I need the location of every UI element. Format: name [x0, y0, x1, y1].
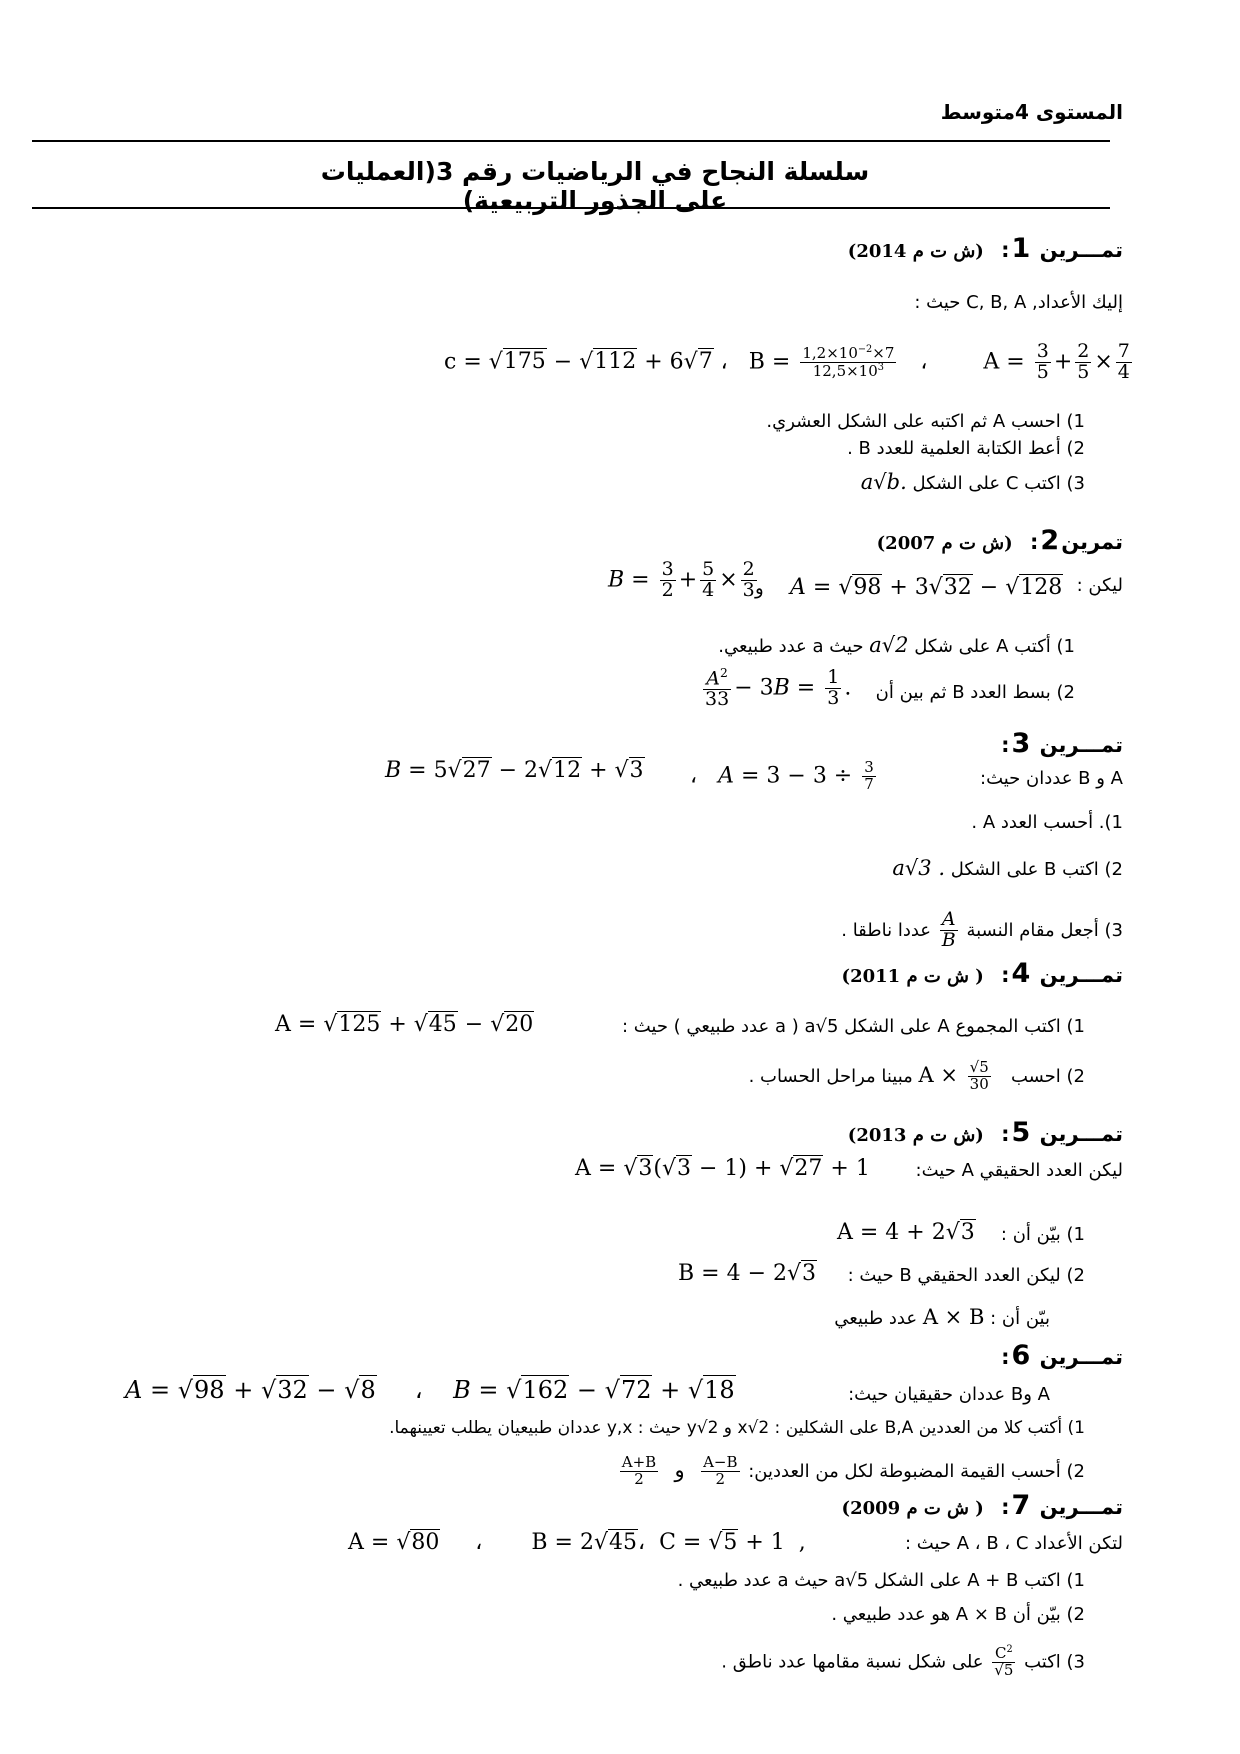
exercise-2-question-1: 1) أكتب A على شكل a√2 حيث a عدد طبيعي.: [718, 633, 1075, 657]
exercise-6-expression-A: A = √98 + √32 − √8 ، B = √162 − √72 + √18: [125, 1376, 735, 1404]
worksheet-title: سلسلة النجاح في الرياضيات رقم 3(العمليات على الجذور التربيعية): [320, 157, 870, 215]
exercise-3-expression-A: ، A = 3 − 3 ÷ $\frac{3}{7}$: [690, 758, 874, 793]
exercise-5-question-1: 1) بيّن أن :: [1000, 1224, 1085, 1245]
exercise-5-question-3: بيّن أن : A × B عدد طبيعي: [834, 1305, 1050, 1329]
exercise-3-question-1: 1). أحسب العدد A .: [971, 812, 1123, 833]
exercise-3-expression-B: B = 5√27 − 2√12 + √3: [385, 758, 644, 783]
exercise-3-question-2: 2) اكتب B على الشكل a√3 .: [892, 856, 1123, 880]
exercise-1-question-3: 3) اكتب C على الشكل a√b.: [860, 470, 1085, 494]
exercise-1-expressions: c = √175 − √112 + 6√7 ، B = $\frac{1,2\times 10^{-2}\times 7}{12,5\times 10^3}$ ، A = $\frac{3}{5}$ + $\frac{2}{5}$ × $\frac{7}{4}$: [444, 340, 1130, 383]
exercise-3-question-3: 3) أجعل مقام النسبة $\frac{A}{B}$ عددا ناطقا .: [841, 908, 1123, 951]
exercise-6-intro: A وB عددان حقيقيان حيث:: [848, 1384, 1050, 1405]
exercise-6-question-1: 1) أكتب كلا من العددين B,A على الشكلين : x√2 و y√2 حيث : y,x عددان طبيعيان يطلب تعيينهما.: [389, 1418, 1085, 1438]
exercise-2-expression-A: A = √98 + 3√32 − √128: [790, 575, 1063, 600]
top-divider: [32, 140, 1110, 142]
exercise-7-intro: لتكن الأعداد A ، B ، C حيث :: [905, 1533, 1123, 1554]
exercise-2-heading: تمرين2: (ش ت م 2007): [876, 525, 1123, 556]
exercise-2-and: و: [755, 578, 764, 599]
exercise-7-question-3: 3) اكتب $\frac{C^2}{√5}$ على شكل نسبة مقامها عدد ناطق .: [721, 1644, 1085, 1679]
exercise-7-expressions: A = √80 ، B = 2√45، C = √5 + 1 ,: [348, 1530, 806, 1555]
exercise-1-question-1: 1) احسب A ثم اكتبه على الشكل العشري.: [766, 411, 1085, 432]
exercise-2-question-2: 2) بسط العدد B ثم بين أن: [875, 682, 1075, 703]
exercise-7-question-1: 1) اكتب A + B على الشكل a√5 حيث a عدد طبيعي .: [677, 1570, 1085, 1591]
exercise-2-intro: ليكن :: [1076, 575, 1123, 596]
exercise-7-heading: تمـــرين 7: ( ش ت م 2009): [841, 1490, 1123, 1521]
exercise-6-question-2: 2) أحسب القيمة المضبوطة لكل من العددين: $\frac{A+B}{2}$ و $\frac{A-B}{2}$: [621, 1453, 1085, 1488]
exercise-3-heading: تمـــرين 3:: [1001, 728, 1123, 759]
exercise-1-heading: تمـــرين 1: (ش ت م 2014): [847, 233, 1123, 264]
exercise-3-intro: A و B عددان حيث:: [980, 768, 1123, 789]
exercise-5-result-A: A = 4 + 2√3: [837, 1220, 975, 1245]
exercise-2-expression-B: B = $\frac{3}{2}$ + $\frac{5}{4}$ × $\frac{2}{3}$: [608, 558, 755, 601]
exercise-5-expression-B: B = 4 − 2√3: [678, 1261, 817, 1286]
exercise-7-question-2: 2) بيّن أن A × B هو عدد طبيعي .: [831, 1604, 1085, 1625]
exercise-2-identity: $\frac{A^2}{33}$ − 3B = $\frac{1}{3}$ .: [705, 666, 852, 711]
exercise-4-question-2: 2) احسب A × $\frac{√5}{30}$ مبينا مراحل الحساب .: [748, 1058, 1085, 1093]
exercise-5-question-2: 2) ليكن العدد الحقيقي B حيث :: [847, 1265, 1085, 1286]
exercise-4-expression-A: A = √125 + √45 − √20: [275, 1012, 534, 1037]
exercise-5-heading: تمـــرين 5: (ش ت م 2013): [847, 1117, 1123, 1148]
exercise-5-intro: ليكن العدد الحقيقي A حيث:: [915, 1160, 1123, 1181]
exercise-4-question-1: 1) اكتب المجموع A على الشكل a√5 ( a عدد طبيعي ) حيث :: [621, 1016, 1085, 1037]
title-divider: [32, 207, 1110, 209]
exercise-4-heading: تمـــرين 4: ( ش ت م 2011): [841, 958, 1123, 989]
exercise-1-intro: إليك الأعداد, C, B, A حيث :: [914, 292, 1123, 313]
exercise-5-expression-A: A = √3(√3 − 1) + √27 + 1: [575, 1156, 870, 1181]
exercise-1-question-2: 2) أعط الكتابة العلمية للعدد B .: [847, 438, 1085, 459]
level-label: المستوى 4متوسط: [940, 100, 1123, 124]
exercise-6-heading: تمـــرين 6:: [1001, 1340, 1123, 1371]
